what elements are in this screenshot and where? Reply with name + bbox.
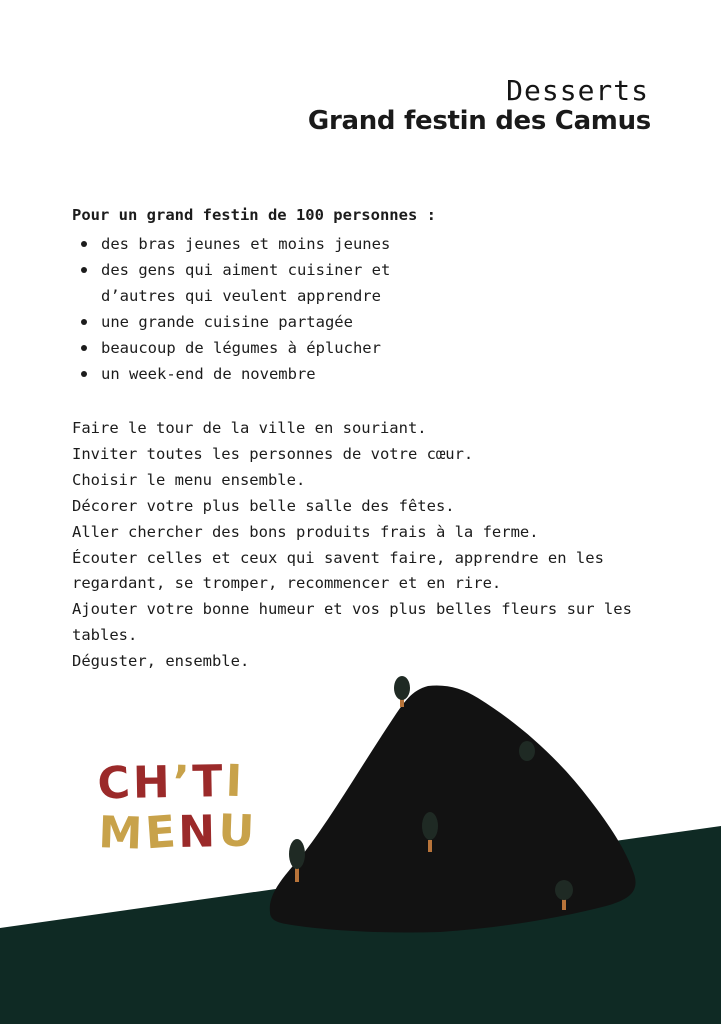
- ingredient-item: un week-end de novembre: [72, 361, 461, 387]
- recipe-step: Écouter celles et ceux qui savent faire, apprendre en les regardant, se tromper, recommencer et en rire.: [72, 548, 604, 593]
- ingredient-item: beaucoup de légumes à éplucher: [72, 335, 461, 361]
- ingredient-item: une grande cuisine partagée: [72, 309, 461, 335]
- logo-letter: C: [95, 756, 135, 811]
- recipe-step: Aller chercher des bons produits frais à la ferme.: [72, 522, 539, 541]
- ingredient-item: des bras jeunes et moins jeunes: [72, 231, 461, 257]
- recipe-step: Inviter toutes les personnes de votre cœur.: [72, 444, 474, 463]
- recipe-title: Grand festin des Camus: [307, 106, 651, 136]
- logo-letter: I: [224, 755, 246, 808]
- logo-letter: U: [217, 805, 258, 858]
- recipe-step: Faire le tour de la ville en souriant.: [72, 419, 427, 437]
- recipe-step: Déguster, ensemble.: [72, 652, 250, 671]
- tree-icon: [519, 741, 535, 761]
- logo-letter: H: [132, 757, 174, 809]
- ingredients-intro: Pour un grand festin de 100 personnes :: [72, 206, 436, 224]
- logo-line-2: [98, 807, 257, 860]
- category-heading: Desserts: [506, 74, 649, 107]
- logo-letter: T: [191, 756, 226, 808]
- logo-letter: E: [143, 806, 181, 860]
- chti-menu-logo: [97, 757, 257, 860]
- recipe-step: Décorer votre plus belle salle des fêtes.: [72, 496, 455, 515]
- mountain-illustration: [270, 686, 636, 933]
- recipe-step: Choisir le menu ensemble.: [72, 470, 306, 489]
- ingredient-item: des gens qui aiment cuisiner et d’autres qui veulent apprendre: [72, 257, 461, 309]
- recipe-step: Ajouter votre bonne humeur et vos plus belles fleurs sur les tables.: [72, 600, 632, 645]
- logo-line-1: [97, 757, 256, 810]
- ingredients-list: [72, 231, 461, 387]
- logo-letter: N: [177, 806, 219, 858]
- logo-letter: M: [97, 807, 147, 860]
- logo-letter: ’: [171, 756, 194, 809]
